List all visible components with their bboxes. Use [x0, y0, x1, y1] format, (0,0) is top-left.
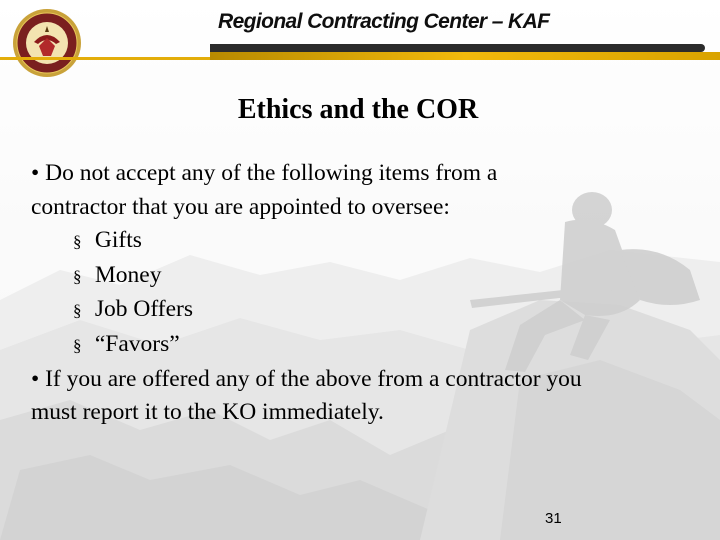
- page-number: 31: [545, 510, 562, 527]
- bullet-line: • If you are offered any of the above from a contractor you: [31, 365, 582, 392]
- header-rule-dark: [210, 44, 705, 52]
- sub-bullet-marker: §: [73, 232, 82, 252]
- sub-bullet-item: [31, 293, 701, 328]
- sub-bullet-item: [31, 259, 701, 294]
- bullet-line: • Do not accept any of the following items from a: [31, 160, 498, 186]
- army-contracting-seal-icon: [12, 8, 82, 78]
- sub-bullet-item: [31, 224, 701, 259]
- sub-bullet-text: “Favors”: [94, 330, 180, 357]
- header-rule-gold: [210, 52, 720, 60]
- slide-body: [31, 157, 701, 430]
- sub-bullet-marker: §: [73, 335, 82, 355]
- slide-title: Ethics and the COR: [237, 94, 479, 125]
- sub-bullet-marker: §: [73, 301, 82, 321]
- header-title: Regional Contracting Center – KAF: [218, 10, 550, 33]
- sub-bullet-text: Money: [94, 261, 162, 288]
- sub-bullet-text: Gifts: [94, 227, 142, 254]
- bullet-continuation: contractor that you are appointed to oversee:: [31, 193, 450, 220]
- header-rule-gold-left: [0, 57, 210, 60]
- sub-bullet-marker: §: [73, 266, 82, 286]
- sub-bullet-text: Job Offers: [94, 296, 193, 323]
- bullet-continuation: must report it to the KO immediately.: [31, 399, 384, 426]
- sub-bullet-item: [31, 328, 701, 363]
